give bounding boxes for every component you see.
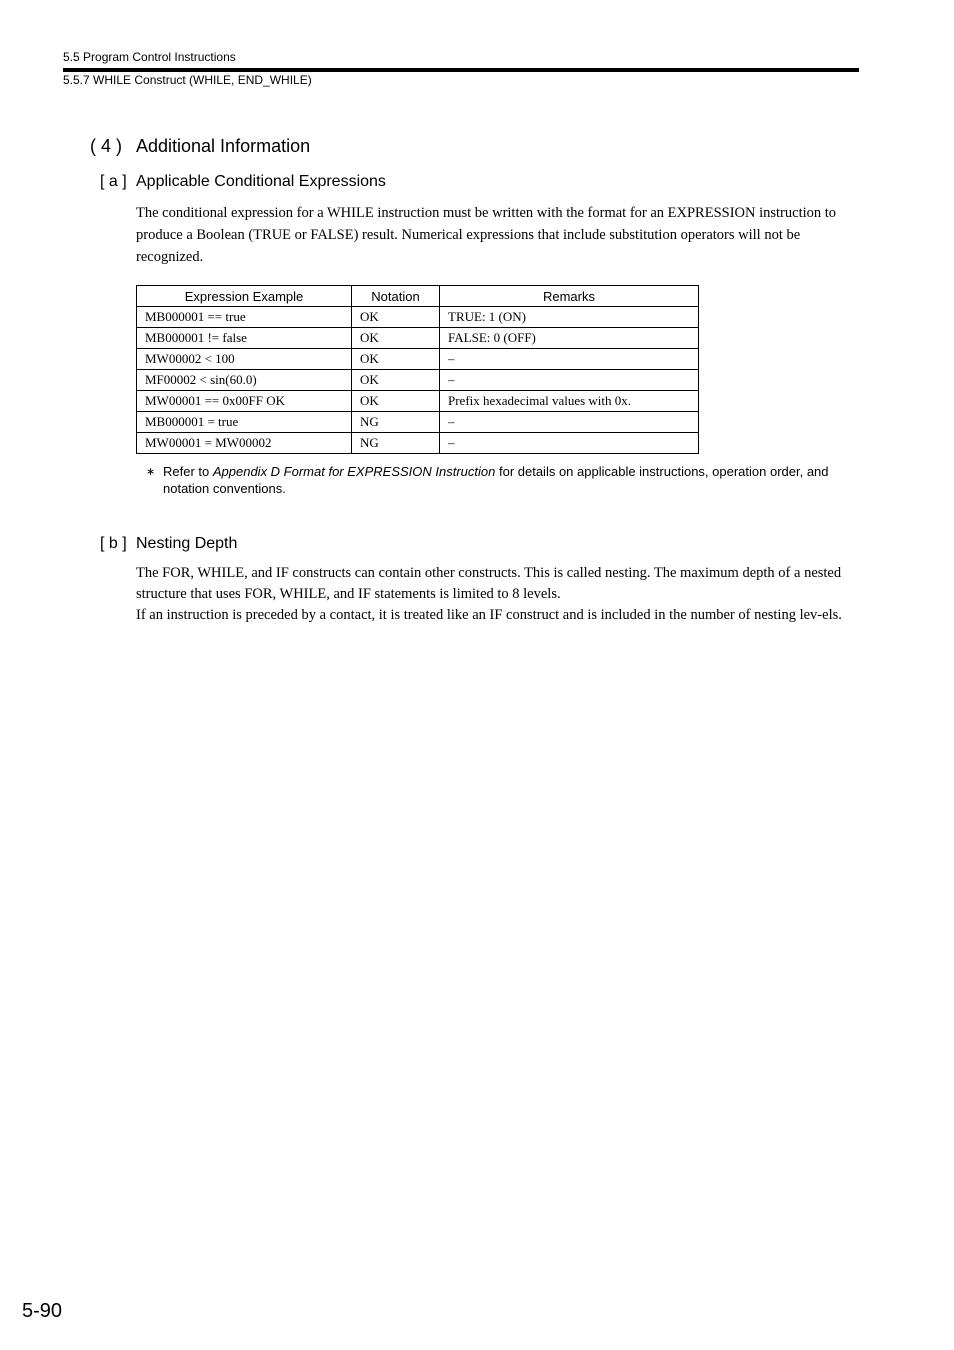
subsection-b-heading xyxy=(100,535,237,553)
asterisk-icon: ∗ xyxy=(146,465,156,478)
subsection-a-heading xyxy=(100,173,386,191)
table-cell: MB000001 == true xyxy=(137,307,352,328)
table-row xyxy=(137,370,699,391)
table-cell: OK xyxy=(352,328,440,349)
table-cell: – xyxy=(440,349,699,370)
footnote-prefix: Refer to xyxy=(163,464,213,479)
table-row xyxy=(137,307,699,328)
column-header: Notation xyxy=(352,286,440,307)
table-row xyxy=(137,391,699,412)
table-row xyxy=(137,412,699,433)
subsection-b-number: [ b ] xyxy=(100,535,127,552)
table-cell: OK xyxy=(352,307,440,328)
table-row xyxy=(137,433,699,454)
table-row xyxy=(137,349,699,370)
running-header-subsection: 5.5.7 WHILE Construct (WHILE, END_WHILE) xyxy=(63,73,312,87)
table-cell: Prefix hexadecimal values with 0x. xyxy=(440,391,699,412)
subsection-b-body xyxy=(136,563,858,626)
subsection-a-number: [ a ] xyxy=(100,173,127,190)
table-cell: – xyxy=(440,370,699,391)
table-cell: NG xyxy=(352,412,440,433)
appendix-reference: Appendix D Format for EXPRESSION Instruction xyxy=(212,464,496,479)
column-header: Expression Example xyxy=(137,286,352,307)
section-heading xyxy=(90,136,310,157)
subsection-a-title: Applicable Conditional Expressions xyxy=(136,173,386,190)
table-footnote xyxy=(146,463,858,497)
table-cell: MW00002 < 100 xyxy=(137,349,352,370)
table-cell: MB000001 = true xyxy=(137,412,352,433)
table-cell: MW00001 = MW00002 xyxy=(137,433,352,454)
subsection-b-title: Nesting Depth xyxy=(136,535,238,552)
column-header: Remarks xyxy=(440,286,699,307)
nesting-paragraph-1: The FOR, WHILE, and IF constructs can contain other constructs. This is called nesting. The maximum depth of a nested structure that uses FOR, WHILE, and IF statements is limited to 8 levels. xyxy=(136,565,842,602)
table-cell: MB000001 != false xyxy=(137,328,352,349)
table-cell: – xyxy=(440,433,699,454)
table-header-row xyxy=(137,286,699,307)
nesting-paragraph-2: If an instruction is preceded by a contact, it is treated like an IF construct and is included in the number of nesting lev-els. xyxy=(136,607,842,623)
subsection-a-paragraph: The conditional expression for a WHILE instruction must be written with the format for an EXPRESSION instruction to produce a Boolean (TRUE or FALSE) result. Numerical expressions that include substitution operators will not be recognized. xyxy=(136,205,837,265)
section-number: ( 4 ) xyxy=(90,136,123,156)
table-cell: FALSE: 0 (OFF) xyxy=(440,328,699,349)
header-rule xyxy=(63,68,859,72)
page-number: 5-90 xyxy=(22,1300,63,1322)
table-cell: OK xyxy=(352,349,440,370)
expression-table xyxy=(136,285,699,454)
table-cell: MF00002 < sin(60.0) xyxy=(137,370,352,391)
table-row xyxy=(137,328,699,349)
running-header-section: 5.5 Program Control Instructions xyxy=(63,50,236,64)
table-cell: – xyxy=(440,412,699,433)
table-cell: OK xyxy=(352,391,440,412)
footnote-suffix: for details on applicable instructions, operation order, and notation conventions. xyxy=(163,464,829,496)
table-cell: NG xyxy=(352,433,440,454)
table-cell: TRUE: 1 (ON) xyxy=(440,307,699,328)
table-cell: OK xyxy=(352,370,440,391)
section-title: Additional Information xyxy=(136,136,311,156)
table-cell: MW00001 == 0x00FF OK xyxy=(137,391,352,412)
